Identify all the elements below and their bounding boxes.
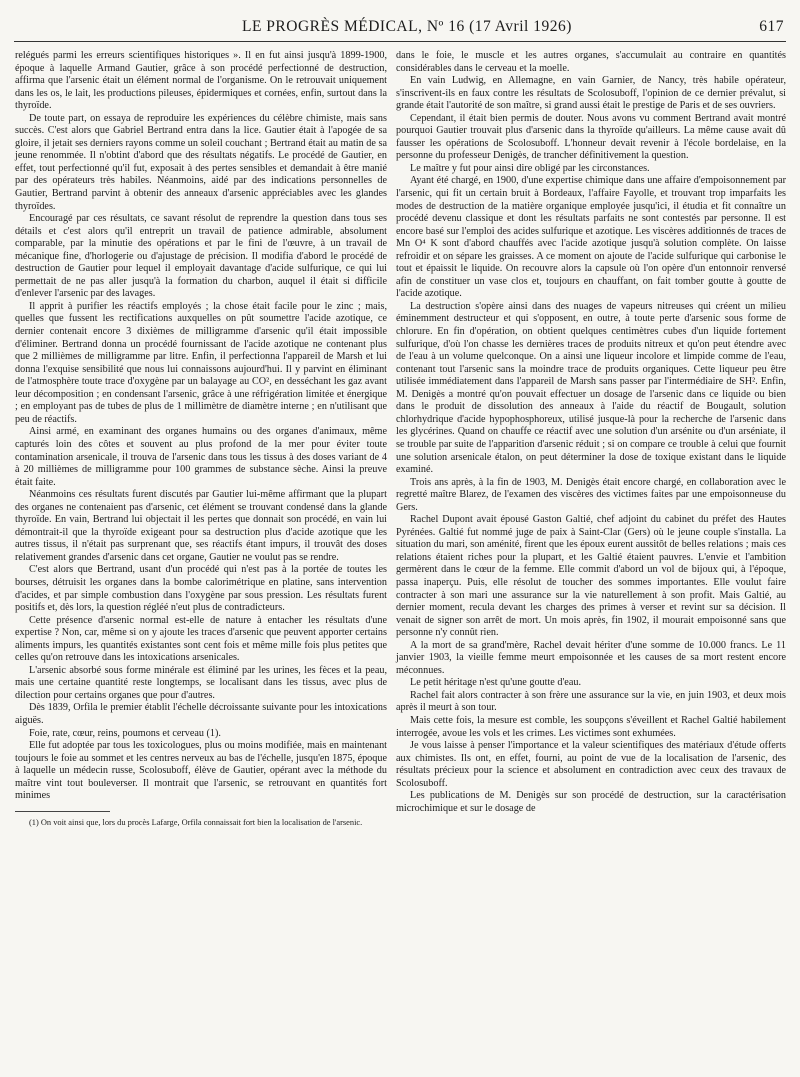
paragraph: Rachel fait alors contracter à son frère une assurance sur la vie, en juin 1903, et deux mois après il meurt à son tour. bbox=[396, 689, 786, 714]
footnote: (1) On voit ainsi que, lors du procès Lafarge, Orfila connaissait fort bien la localisation de l'arsenic. bbox=[29, 817, 363, 827]
left-column bbox=[15, 50, 387, 828]
paragraph: dans le foie, le muscle et les autres organes, s'accumulait au contraire en quantités considérables dans le cerveau et la moelle. bbox=[396, 50, 786, 74]
paragraph: Mais cette fois, la mesure est comble, les soupçons s'éveillent et Rachel Galtié habilement interrogée, avoue les vols et les crimes. Les victimes sont exhumées. bbox=[396, 714, 786, 739]
page-number: 617 bbox=[759, 18, 784, 35]
paragraph: Ainsi armé, en examinant des organes humains ou des organes d'animaux, même capturés loin des côtes et souvent au plus profond de la mer pour éviter toute contamination arsenicale, il trouva de l'arsenic dans tous les tissus à des doses variant de 4 à 20 millièmes de milligramme pour 100 grammes de substance sèche. Ainsi la preuve était faite. bbox=[15, 426, 387, 488]
right-column bbox=[396, 50, 786, 815]
paragraph: L'arsenic absorbé sous forme minérale est éliminé par les urines, les fèces et la peau, mais une certaine quantité reste longtemps, se localisant dans les tissus, avec plus de dilection pour certains organes que pour d'autres. bbox=[15, 664, 387, 701]
paragraph: Cependant, il était bien permis de douter. Nous avons vu comment Bertrand avait montré pourquoi Gautier trouvait plus d'arsenic dans la thyroïde qu'ailleurs. La même cause avait dû fausser les opérations de Scolosuboff. L'honneur devait revenir à l'école bordelaise, en la personne du professeur Denigès, de trancher définitivement la question. bbox=[396, 112, 786, 162]
paragraph: C'est alors que Bertrand, usant d'un procédé qui n'est pas à la portée de toutes les bourses, détruisit les organes dans la bombe calorimétrique en platine, sans intervention d'acides, et par simple combustion dans l'oxygène par sous pression. Les résultats furent positifs et, dès lors, la question régléé n'eut plus de contradicteurs. bbox=[15, 564, 387, 614]
paragraph: Dès 1839, Orfila le premier établit l'échelle décroissante suivante pour les intoxications aiguës. bbox=[15, 702, 387, 726]
paragraph: A la mort de sa grand'mère, Rachel devait hériter d'une somme de 10.000 francs. Le 11 janvier 1903, la vieille femme meurt empoisonnée et les causes de sa mort restent encore méconnues. bbox=[396, 639, 786, 676]
paragraph: Elle fut adoptée par tous les toxicologues, plus ou moins modifiée, mais en maintenant toujours le foie au sommet et les centres nerveux au bas de l'échelle, jusqu'en 1875, époque à laquelle un médecin russe, Scolosuboff, élève de Gautier, opérant avec la méthode du maître vint tout bouleverser. Il montrait que l'arsenic, se retrouvant en quantités fort minimes bbox=[15, 740, 387, 802]
paragraph: Foie, rate, cœur, reins, poumons et cerveau (1). bbox=[29, 727, 221, 739]
paragraph: Je vous laisse à penser l'importance et la valeur scientifiques des matériaux d'étude offerts aux chimistes. Ils ont, en effet, fourni, au point de vue de la localisation de l'arsenic, des résultats précieux pour la science et absolument en contradiction avec ceux des travaux de Scolosuboff. bbox=[396, 740, 786, 789]
journal-title: LE PROGRÈS MÉDICAL, Nº 16 (17 Avril 1926) bbox=[242, 18, 572, 35]
paragraph: Rachel Dupont avait épousé Gaston Galtié, chef adjoint du cabinet du préfet des Hautes Pyrénées. Galtié fut nommé juge de paix à Saint-Clar (Gers) où le jeune couple s'installa. La situation du mari, son aménité, firent que les époux eurent aussitôt de belles relations ; mais ces relations étaient riches pour la plupart, et les Galtié étaient pauvres. L'envie et l'ambition germèrent dans le cœur de la femme. Elle commit d'abord un vol de bijoux qui, à l'époque, passa inaperçu. Puis, elle résolut de toucher des sommes importantes. Elle voulut faire contracter à son mari une assurance sur la vie naturellement à son profit. Mais Galtié, au dernier moment, recula devant les charges des primes à verser et revint sur sa décision. Il venait de signer son arrêt de mort. Un mois après, fin 1902, il mourait empoisonné sans que personne n'y connût rien. bbox=[396, 514, 786, 639]
header-rule bbox=[14, 41, 786, 42]
paragraph: La destruction s'opère ainsi dans des nuages de vapeurs nitreuses qui créent un milieu éminemment destructeur et qui s'opposent, en outre, à toute perte d'arsenic sous forme de chlorure. En fin d'opération, on obtient quelques centimètres cubes d'un liquide fortement sulfurique, d'où l'on chasse les dernières traces de produits nitreux et qu'on peut étendre avec de l'eau à un volume quelconque. On a ainsi une liqueur incolore et limpide comme de l'eau, contenant tout l'arsenic sans la moindre trace de produits organiques. Cette liqueur peu être utilisée immédiatement dans l'appareil de Marsh sans passer par l'intermédiaire de SH². Enfin, M. Denigès a montré qu'on pouvait effectuer un dosage de l'arsenic dans ce liquide ou bien dans le produit de dissolution des anneaux à l'aide du réactif de Bougault, solution chlorhydrique d'acide hypophosphoreux, utilisé jusque-là pour la recherche de l'arsenic dans les glycérines. Quand on chauffe ce réactif avec une solution d'un arsénite ou d'un arséniate, il se trouble par suite de l'apparition d'arsenic réduit ; si on compare ce trouble à celui que fournit une solution arsenicale étalon, on peut déterminer la dose de toxique existant dans le liquide examiné. bbox=[396, 300, 786, 476]
paragraph: Encouragé par ces résultats, ce savant résolut de reprendre la question dans tous ses détails et c'est alors qu'il entreprit un travail de patience admirable, absolument comparable, par la minutie des opérations et par le fini de l'œuvre, à un travail de mécanique fine, d'horlogerie ou d'ajustage de précision. Il modifia d'abord le procédé de destruction de Gautier pour lequel il employait davantage d'acide sulfurique, ce qui lui permettait de ne pas aller jusqu'à la formation du charbon, auquel il était si difficile d'enlever l'arsenic par des lavages. bbox=[15, 213, 387, 300]
paragraph: Le maître y fut pour ainsi dire obligé par les circonstances. bbox=[410, 162, 650, 174]
paragraph: En vain Ludwig, en Allemagne, en vain Garnier, de Nancy, très habile opérateur, s'inscrivent-ils en faux contre les résultats de Scolosuboff, l'opinion de ce dernier prévalut, si grande était l'autorité de son maître, si grand aussi était le prestige de Paris et de ses ouvriers. bbox=[396, 75, 786, 112]
paragraph: Le petit héritage n'est qu'une goutte d'eau. bbox=[410, 677, 581, 689]
paragraph: De toute part, on essaya de reproduire les expériences du célèbre chimiste, mais sans succès. C'est alors que Gabriel Bertrand entra dans la lice. Gautier était à l'apogée de sa gloire, il jetait ses derniers rayons comme un soleil couchant ; Bertrand était au matin de sa jeune renommée. Il n'obtint d'abord que des résultats négatifs. Le procédé de Gautier, en effet, tout perfectionné qu'il fut, exposait à des pertes sensibles et demandait à être manié par des opérateurs très habiles. Néanmoins, aidé par des indications personnelles de Gautier, Bertrand parvint à obtenir des anneaux d'arsenic appréciables avec les glandes thyroïdes. bbox=[15, 112, 387, 212]
paragraph: Les publications de M. Denigès sur son procédé de destruction, sur la caractérisation microchimique et sur le dosage de bbox=[396, 790, 786, 814]
paragraph: Il apprit à purifier les réactifs employés ; la chose était facile pour le zinc ; mais, quelles que fussent les rectifications auxquelles on pût soumettre l'acide azotique, ce dernier contenait encore 3 dixièmes de milligramme d'arsenic qu'il était impossible d'éliminer. Bertrand donna un procédé fournissant de l'acide azotique ne contenant plus que 2 millièmes de milligramme par litre. Enfin, il perfectionna l'appareil de Marsh et lui donna l'exquise sensibilité que nous lui connaissons aujourd'hui. Il y parvint en éliminant de l'atmosphère toute trace d'oxygène par un balayage au CO², en desséchant les gaz avant leur décomposition ; en condensant l'arsenic, grâce à une réfrigération limitée et énergique ; en employant pas de tubes de plus de 1 millimètre de diamètre interne ; en n'utilisant que peu de réactifs. bbox=[15, 300, 387, 425]
paragraph: Ayant été chargé, en 1900, d'une expertise chimique dans une affaire d'empoisonnement par l'arsenic, qui fit un certain bruit à Bordeaux, l'affaire Fayolle, et trouvant trop imparfaits les modes de destruction de la matière organique employée jusqu'ici, il étudia et fit connaître un procédé devenu classique et dont les résultats parfaits ne sont contestés par personne. Il est encore basé sur l'emploi des acides sulfurique et azotique. Les viscères additionnés de traces de Mn O⁴ K sont d'abord chauffés avec l'acide azotique jusqu'à solution complète. On laisse refroidir et on sépare les graisses. A ce moment on ajoute de l'acide sulfurique qui carbonise le tout et épaissit le liquide. On recouvre alors la capsule où l'on opère d'un entonnoir renversé afin de constituer un vase clos et, toujours en chauffant, on fait tomber goutte à goutte de l'acide azotique. bbox=[396, 175, 786, 300]
paragraph: Néanmoins ces résultats furent discutés par Gautier lui-même affirmant que la plupart des organes ne contenaient pas d'arsenic, cet élément se trouvant condensé dans la glande thyroïde. En vain, Bertrand lui objectait il les pertes que donnait son procédé, en vain lui démontrait-il que la thyroïde exigeant pour sa destruction plus d'acide azotique que les autres tissus, il n'était pas surprenant que, ses réactifs étant impurs, il trouvât des doses relativement grandes d'arsenic dans cet organe, Gautier ne voulut pas se rendre. bbox=[15, 489, 387, 563]
running-header bbox=[14, 18, 786, 40]
paragraph: Cette présence d'arsenic normal est-elle de nature à entacher les résultats d'une expertise ? Non, car, même si on y ajoute les traces d'arsenic que peuvent apporter certains aliments impurs, les quantités existantes sont cent fois et même mille fois plus petites que celles qu'on retrouve dans les intoxications arsenicales. bbox=[15, 614, 387, 664]
footnote-rule bbox=[15, 811, 110, 812]
paragraph: relégués parmi les erreurs scientifiques historiques ». Il en fut ainsi jusqu'à 1899-1900, époque à laquelle Armand Gautier, grâce à son procédé perfectionné de destruction, affirma que l'arsenic était un élément normal de l'organisme. On le retrouvait uniquement dans les os, le lait, les productions pileuses, épidermiques et cornées, enfin, surtout dans la thyroïde. bbox=[15, 50, 387, 112]
paragraph: Trois ans après, à la fin de 1903, M. Denigès était encore chargé, en collaboration avec le regretté maître Blarez, de l'examen des viscères des victimes faites par une empoisonneuse du Gers. bbox=[396, 476, 786, 513]
